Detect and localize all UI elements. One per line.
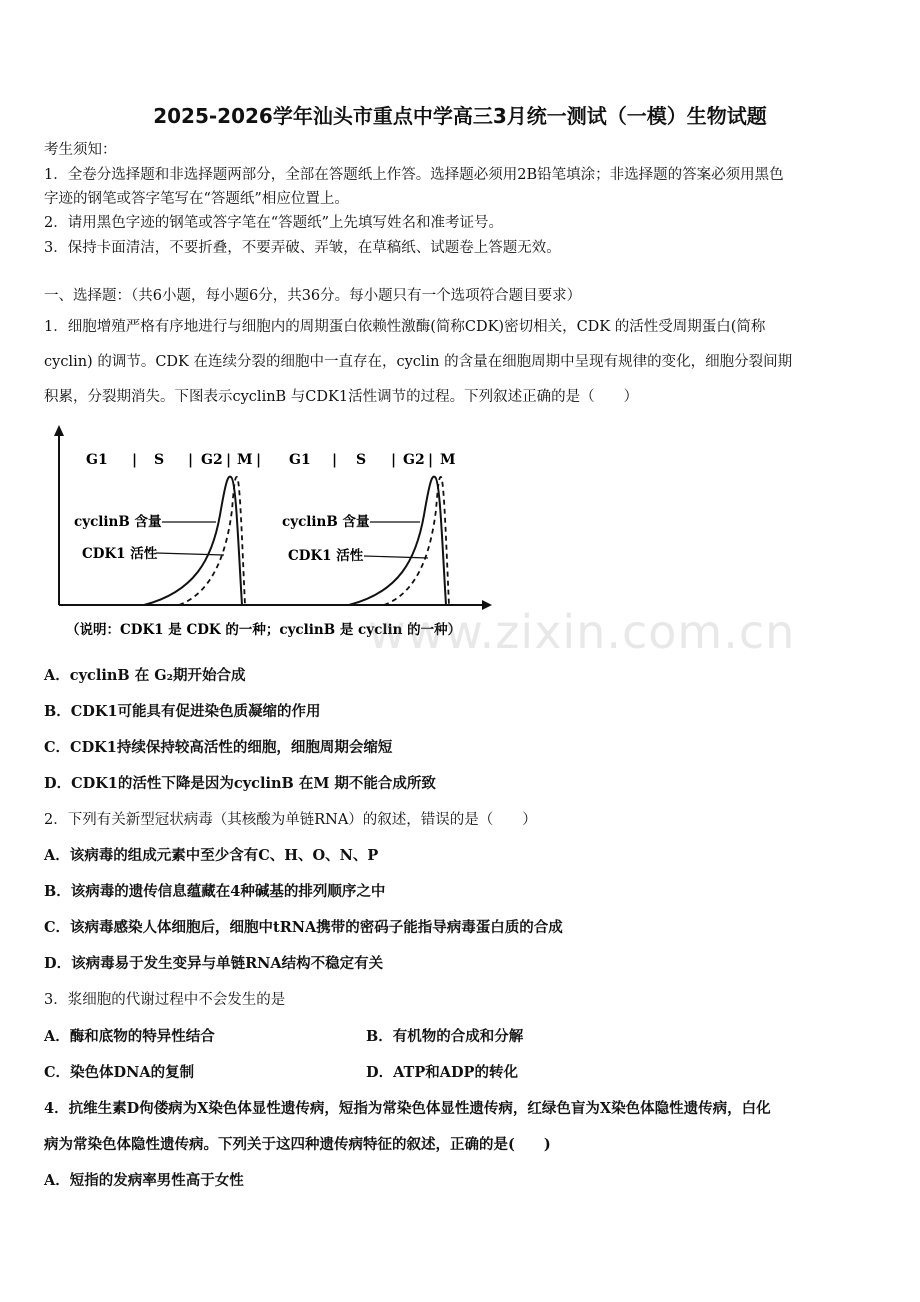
- phase-label: M: [440, 452, 456, 468]
- cdk1-pointer: [364, 556, 428, 558]
- phase-label: G2: [201, 452, 223, 468]
- phase-divider: |: [391, 452, 397, 468]
- cyclinb-curve: [144, 477, 242, 605]
- cdk1-label: CDK1 活性: [288, 548, 364, 564]
- section-heading: 一、选择题：（共6小题，每小题6分，共36分。每小题只有一个选项符合题目要求）: [44, 288, 582, 304]
- cyclinb-label: cyclinB 含量: [282, 514, 370, 530]
- phase-label: G2: [403, 452, 425, 468]
- question-4-stem: 4．抗维生素D佝偻病为X染色体显性遗传病，短指为常染色体显性遗传病，红绿色盲为X染色体隐性遗传病，白化: [44, 1100, 771, 1117]
- phase-label: S: [154, 452, 165, 468]
- question-3-option: B．有机物的合成和分解: [366, 1028, 524, 1045]
- question-3-option: A．酶和底物的特异性结合: [44, 1028, 215, 1045]
- page-title: 2025-2026学年汕头市重点中学高三3月统一测试（一模）生物试题: [153, 104, 767, 128]
- question-1-option: C．CDK1持续保持较高活性的细胞，细胞周期会缩短: [44, 739, 393, 756]
- phase-divider: |: [428, 452, 434, 468]
- cdk1-pointer: [156, 553, 224, 555]
- phase-divider: |: [226, 452, 232, 468]
- notice-item: 2．请用黑色字迹的钢笔或答字笔在“答题纸”上先填写姓名和准考证号。: [44, 215, 504, 231]
- phase-label: G1: [289, 452, 311, 468]
- notice-item: 字迹的钢笔或答字笔写在“答题纸”相应位置上。: [44, 191, 349, 207]
- question-2-option: C．该病毒感染人体细胞后，细胞中tRNA携带的密码子能指导病毒蛋白质的合成: [44, 919, 563, 936]
- phase-divider: |: [132, 452, 138, 468]
- question-4-stem: 病为常染色体隐性遗传病。下列关于这四种遗传病特征的叙述，正确的是( ): [44, 1136, 551, 1153]
- question-1-stem: 积累，分裂期消失。下图表示cyclinB 与CDK1活性调节的过程。下列叙述正确的是（ ）: [44, 389, 639, 405]
- question-3-option: D．ATP和ADP的转化: [366, 1064, 518, 1081]
- question-3-option: C．染色体DNA的复制: [44, 1064, 195, 1081]
- notice-heading: 考生须知：: [44, 142, 117, 158]
- question-1-option: D．CDK1的活性下降是因为cyclinB 在M 期不能合成所致: [44, 775, 436, 792]
- question-1-stem: 1．细胞增殖严格有序地进行与细胞内的周期蛋白依赖性激酶(简称CDK)密切相关，CDK 的活性受周期蛋白(简称: [44, 319, 766, 335]
- notice-item: 3．保持卡面清洁，不要折叠，不要弄破、弄皱，在草稿纸、试题卷上答题无效。: [44, 240, 561, 256]
- watermark: www.zixin.com.cn: [368, 605, 796, 659]
- phase-divider: |: [188, 452, 194, 468]
- cyclinb-label: cyclinB 含量: [74, 514, 162, 530]
- question-3-stem: 3．浆细胞的代谢过程中不会发生的是: [44, 992, 286, 1008]
- phase-label: S: [356, 452, 367, 468]
- phase-label: G1: [86, 452, 108, 468]
- figure-caption: （说明：CDK1 是 CDK 的一种；cyclinB 是 cyclin 的一种）: [66, 622, 462, 638]
- question-2-option: A．该病毒的组成元素中至少含有C、H、O、N、P: [44, 847, 379, 864]
- question-1-option: B．CDK1可能具有促进染色质凝缩的作用: [44, 703, 321, 720]
- question-1-stem: cyclin) 的调节。CDK 在连续分裂的细胞中一直存在，cyclin 的含量在细胞周期中呈现有规律的变化，细胞分裂间期: [44, 354, 793, 370]
- notice-item: 1．全卷分选择题和非选择题两部分，全部在答题纸上作答。选择题必须用2B铅笔填涂；非选择题的答案必须用黑色: [44, 167, 784, 183]
- phase-label: M: [237, 452, 253, 468]
- question-2-stem: 2．下列有关新型冠状病毒（其核酸为单链RNA）的叙述，错误的是（ ）: [44, 812, 537, 828]
- cdk1-label: CDK1 活性: [82, 546, 158, 562]
- question-1-option: A．cyclinB 在 G₂期开始合成: [44, 667, 246, 684]
- question-2-option: D．该病毒易于发生变异与单链RNA结构不稳定有关: [44, 955, 384, 972]
- phase-divider: |: [332, 452, 338, 468]
- question-2-option: B．该病毒的遗传信息蕴藏在4种碱基的排列顺序之中: [44, 883, 386, 900]
- y-axis-arrow: [54, 425, 64, 436]
- phase-divider: |: [256, 452, 262, 468]
- question-4-option: A．短指的发病率男性高于女性: [44, 1172, 244, 1189]
- cyclinb-curve: [349, 477, 446, 605]
